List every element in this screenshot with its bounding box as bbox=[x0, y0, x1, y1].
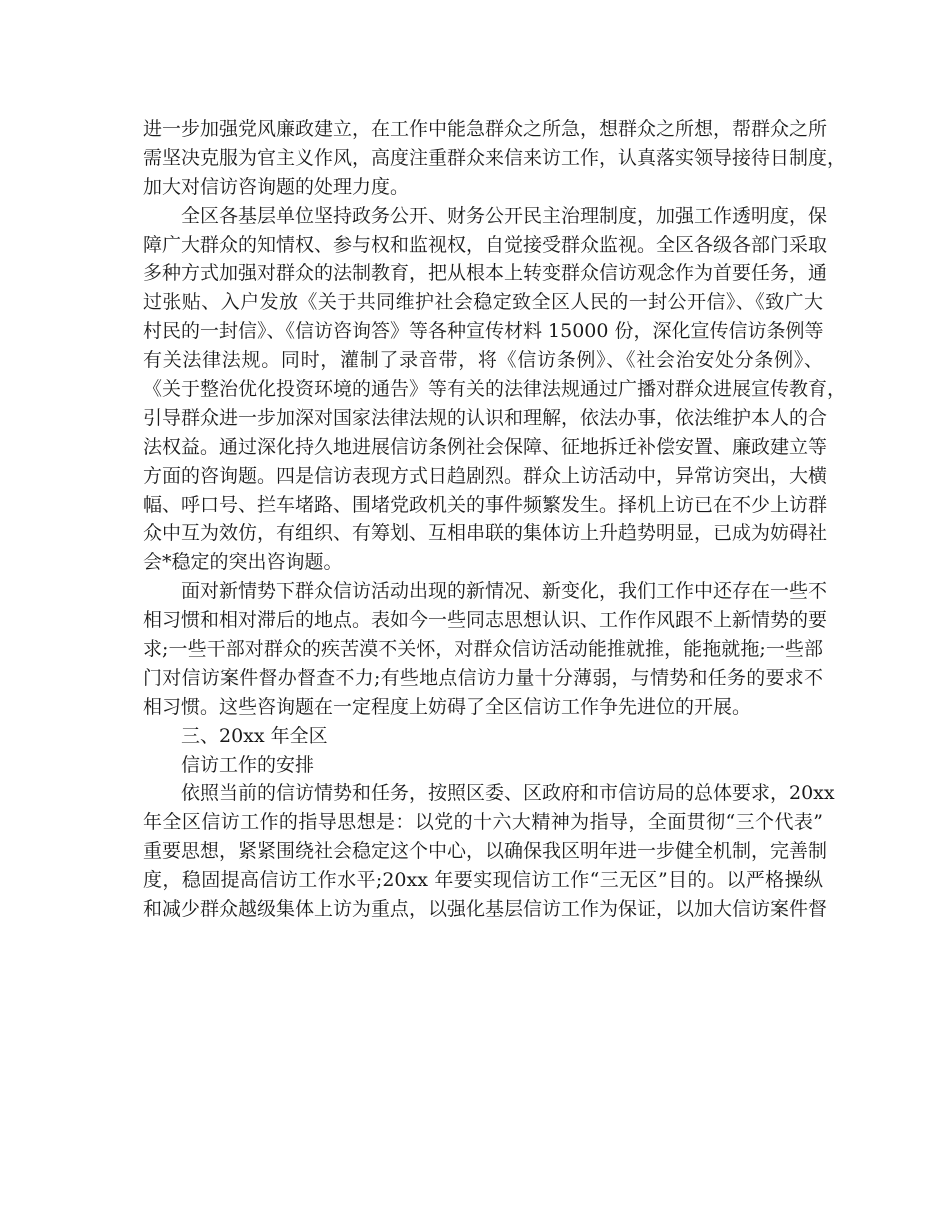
text-line: 法权益。通过深化持久地进展信访条例社会保障、征地拆迁补偿安置、廉政建立等 bbox=[143, 435, 828, 458]
text-line: 全区各基层单位坚持政务公开、财务公开民主治理制度，加强工作透明度，保 bbox=[181, 204, 828, 227]
text-line: 过张贴、入户发放《关于共同维护社会稳定致全区人民的一封公开信》、《致广大 bbox=[143, 291, 823, 314]
text-line: 门对信访案件督办督查不力;有些地点信访力量十分薄弱，与情势和任务的要求不 bbox=[143, 666, 823, 689]
heading-line: 信访工作的安排 bbox=[181, 753, 315, 776]
text-line: 方面的咨询题。四是信访表现方式日趋剧烈。群众上访活动中，异常访突出，大横 bbox=[143, 464, 828, 487]
text-line: 求;一些干部对群众的疾苦漠不关怀，对群众信访活动能推就推，能拖就拖;一些部 bbox=[143, 638, 823, 661]
paragraph bbox=[143, 577, 828, 721]
text-line: 重要思想，紧紧围绕社会稳定这个中心，以确保我区明年进一步健全机制，完善制 bbox=[143, 840, 828, 863]
text-line: 依照当前的信访情势和任务，按照区委、区政府和市信访局的总体要求，20xx bbox=[181, 782, 835, 805]
text-line: 进一步加强党风廉政建立，在工作中能急群众之所急，想群众之所想，帮群众之所 bbox=[143, 118, 828, 140]
text-line: 相习惯和相对滞后的地点。表如今一些同志思想认识、工作作风跟不上新情势的要 bbox=[143, 609, 828, 632]
text-line: 幅、呼口号、拦车堵路、围堵党政机关的事件频繁发生。择机上访已在不少上访群 bbox=[143, 493, 828, 516]
text-line: 和减少群众越级集体上访为重点，以强化基层信访工作为保证，以加大信访案件督 bbox=[143, 898, 828, 921]
text-line: 年全区信访工作的指导思想是：以党的十六大精神为指导，全面贯彻“三个代表” bbox=[143, 811, 823, 834]
heading-line: 三、20xx 年全区 bbox=[181, 724, 328, 747]
text-line: 引导群众进一步加深对国家法律法规的认识和理解，依法办事，依法维护本人的合 bbox=[143, 406, 828, 429]
paragraph bbox=[143, 202, 847, 578]
paragraph bbox=[143, 115, 847, 202]
text-line: 有关法律法规。同时，灌制了录音带，将《信访条例》、《社会治安处分条例》、 bbox=[143, 349, 823, 372]
paragraph bbox=[143, 779, 835, 923]
section-heading bbox=[143, 722, 823, 751]
text-line: 众中互为效仿，有组织、有筹划、互相串联的集体访上升趋势明显，已成为妨碍社 bbox=[143, 522, 828, 545]
text-line: 村民的一封信》、《信访咨询答》等各种宣传材料 15000 份，深化宣传信访条例等 bbox=[143, 320, 824, 343]
text-line: 会*稳定的突出咨询题。 bbox=[143, 551, 343, 574]
text-line: 障广大群众的知情权、参与权和监视权，自觉接受群众监视。全区各级各部门采取 bbox=[143, 233, 828, 256]
text-line: 加大对信访咨询题的处理力度。 bbox=[143, 175, 410, 198]
text-line: 《关于整治优化投资环境的通告》等有关的法律法规通过广播对群众进展宣传教育， bbox=[143, 378, 847, 401]
text-line: 相习惯。这些咨询题在一定程度上妨碍了全区信访工作争先进位的开展。 bbox=[143, 695, 752, 718]
text-line: 需坚决克服为官主义作风，高度注重群众来信来访工作，认真落实领导接待日制度， bbox=[143, 146, 847, 169]
section-subheading bbox=[143, 751, 823, 780]
document-body bbox=[143, 115, 847, 924]
text-line: 多种方式加强对群众的法制教育，把从根本上转变群众信访观念作为首要任务，通 bbox=[143, 262, 828, 285]
text-line: 面对新情势下群众信访活动出现的新情况、新变化，我们工作中还存在一些不 bbox=[181, 580, 828, 603]
text-line: 度，稳固提高信访工作水平;20xx 年要实现信访工作“三无区”目的。以严格操纵 bbox=[143, 869, 823, 892]
